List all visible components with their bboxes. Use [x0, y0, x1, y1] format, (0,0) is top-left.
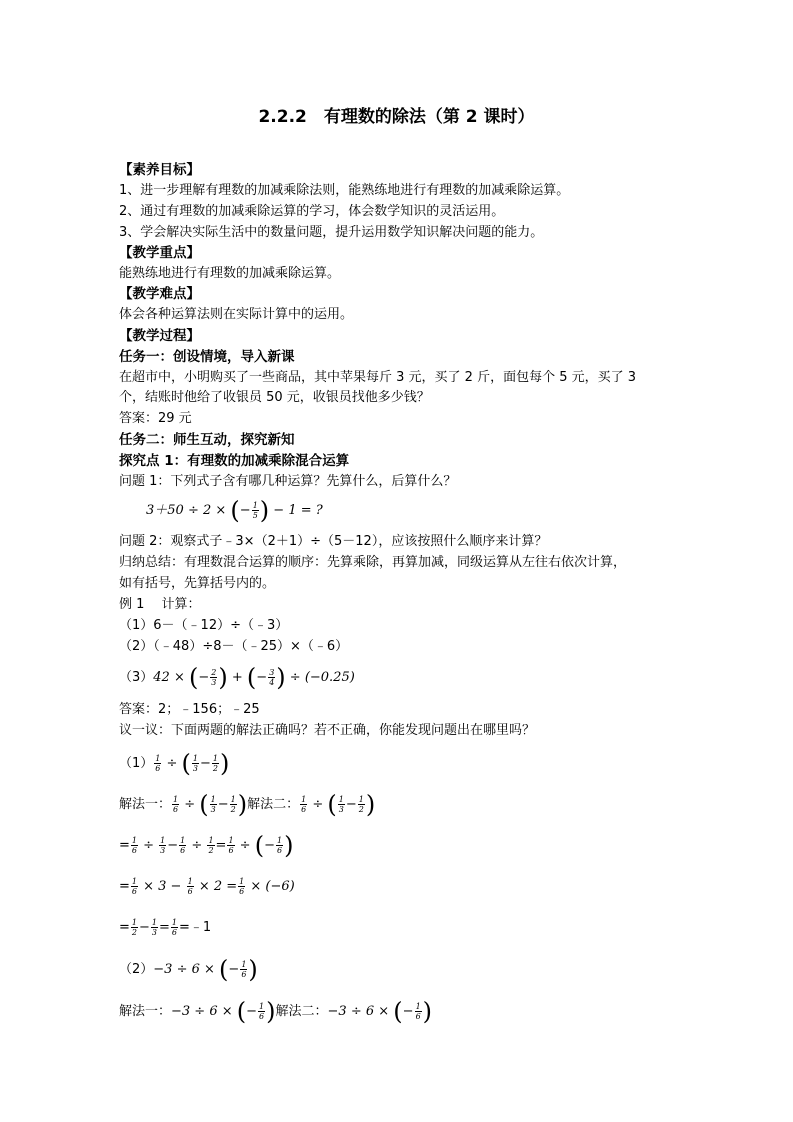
- question-1-expression: 3＋50 ÷ 2 × (− $\frac{1}{5}$ ) − 1 = ?: [146, 496, 323, 525]
- problem-2-solutions-row: 解法一：−3 ÷ 6 × (− $\frac{1}{6}$ )解法二：−3 ÷ 6 × (− $\frac{1}{6}$ ): [119, 997, 433, 1026]
- section-heading-difficulties: 【教学难点】: [119, 286, 200, 302]
- expr-text: − 1 = ?: [269, 503, 323, 518]
- minus-sign: −: [239, 503, 251, 518]
- example-1-heading: 例 1 计算：: [119, 597, 201, 612]
- problem-2-expression: （2）−3 ÷ 6 × (− $\frac{1}{6}$ ): [119, 955, 258, 984]
- page-title: 2.2.2 有理数的除法（第 2 课时）: [258, 107, 535, 127]
- task1-heading: 任务一：创设情境，导入新课: [119, 349, 295, 365]
- key-points-text: 能熟练地进行有理数的加减乘除运算。: [119, 266, 341, 281]
- section-heading-process: 【教学过程】: [119, 328, 200, 344]
- goal-line-2: 2、通过有理数的加减乘除运算的学习，体会数学知识的灵活运用。: [119, 204, 505, 219]
- summary-line-1: 归纳总结：有理数混合运算的顺序：先算乘除，再算加减，同级运算从左往右依次计算，: [119, 555, 627, 570]
- problem-1-solutions-row: 解法一： $\frac{1}{6}$ ÷ ( $\frac{1}{3}$ − $\frac{1}{2}$ )解法二： $\frac{1}{6}$ ÷ ( $\frac{1}{3}$ − $\frac{1}{2}$ ): [119, 790, 376, 819]
- task2-heading: 任务二：师生互动，探究新知: [119, 432, 295, 448]
- problem-1-step-2: = $\frac{1}{6}$ × 3 − $\frac{1}{6}$ × 2 = $\frac{1}{6}$ × (−6): [119, 877, 295, 896]
- fraction: $\frac{1}{5}$: [252, 501, 258, 520]
- example-1-part-1: （1）6－（﹣12）÷（﹣3）: [119, 618, 289, 633]
- discussion-prompt: 议一议：下面两题的解法正确吗？若不正确，你能发现问题出在哪里吗？: [119, 723, 536, 738]
- example-1-answer: 答案：2；﹣156；﹣25: [119, 702, 260, 717]
- goal-line-3: 3、学会解决实际生活中的数量问题，提升运用数学知识解决问题的能力。: [119, 225, 544, 240]
- part-label: （3）: [119, 670, 154, 685]
- question-2: 问题 2：观察式子﹣3×（2＋1）÷（5－12），应该按照什么顺序来计算？: [119, 534, 548, 549]
- point1-heading: 探究点 1：有理数的加减乘除混合运算: [119, 453, 350, 469]
- difficulties-text: 体会各种运算法则在实际计算中的运用。: [119, 307, 354, 322]
- example-1-part-2: （2）（﹣48）÷8－（﹣25）×（﹣6）: [119, 639, 349, 654]
- summary-line-2: 如有括号，先算括号内的。: [119, 576, 276, 591]
- goal-line-1: 1、进一步理解有理数的加减乘除法则，能熟练地进行有理数的加减乘除运算。: [119, 183, 570, 198]
- task1-paragraph-line-1: 在超市中，小明购买了一些商品，其中苹果每斤 3 元，买了 2 斤，面包每个 5 元，买了 3: [119, 370, 637, 385]
- example-1-part-3: （3）42 × (− $\frac{2}{3}$ ) + (− $\frac{3}{4}$ ) ÷ (−0.25): [119, 663, 355, 692]
- section-heading-key-points: 【教学重点】: [119, 245, 200, 261]
- section-heading-goals: 【素养目标】: [119, 162, 200, 178]
- problem-1-step-3: = $\frac{1}{2}$ − $\frac{1}{3}$ = $\frac{1}{6}$ =﹣1: [119, 918, 212, 937]
- task1-answer: 答案：29 元: [119, 411, 192, 426]
- problem-1-step-1: = $\frac{1}{6}$ ÷ $\frac{1}{3}$ − $\frac{1}{6}$ ÷ $\frac{1}{2}$ = $\frac{1}{6}$ ÷ (− $\frac{1}{6}$ ): [119, 831, 294, 860]
- task1-paragraph-line-2: 个，结账时他给了收银员 50 元，收银员找他多少钱？: [119, 390, 430, 405]
- problem-1-expression: （1） $\frac{1}{6}$ ÷ ( $\frac{1}{3}$ − $\frac{1}{2}$ ): [119, 749, 230, 778]
- expr-text: 3＋50 ÷ 2 ×: [146, 503, 231, 518]
- question-1: 问题 1：下列式子含有哪几种运算？先算什么，后算什么？: [119, 474, 457, 489]
